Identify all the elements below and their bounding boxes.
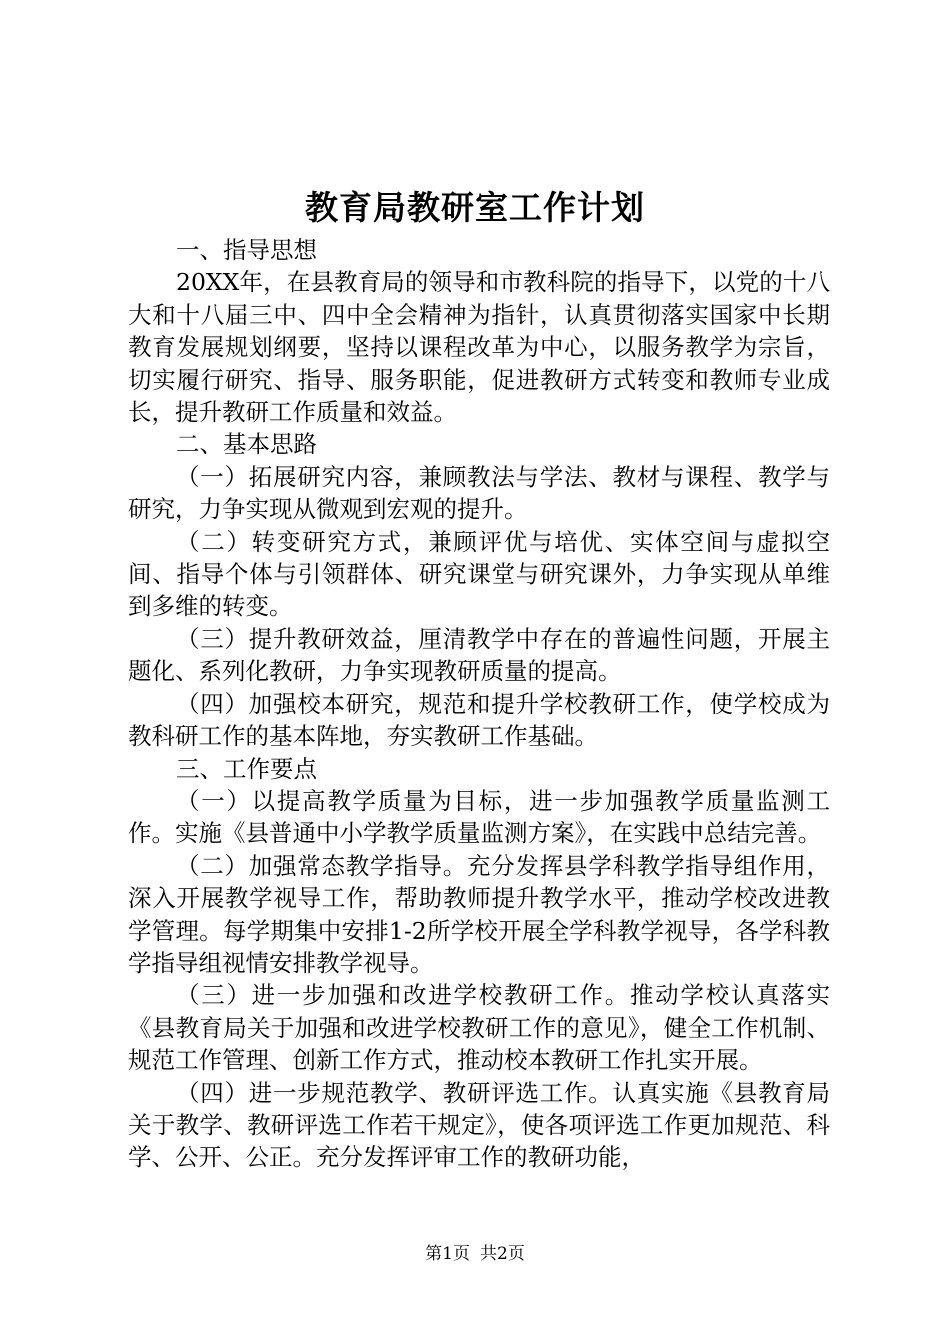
- paragraph: （三）进一步加强和改进学校教研工作。推动学校认真落实《县教育局关于加强和改进学校教研工作的意见》，健全工作机制、规范工作管理、创新工作方式，推动校本教研工作扎实开展。: [128, 981, 830, 1075]
- paragraph: （四）进一步规范教学、教研评选工作。认真实施《县教育局关于教学、教研评选工作若干规定》，使各项评选工作更加规范、科学、公开、公正。充分发挥评审工作的教研功能，: [128, 1078, 830, 1172]
- document-title: 教育局教研室工作计划: [305, 188, 645, 227]
- paragraph: （二）加强常态教学指导。充分发挥县学科教学指导组作用，深入开展教学视导工作，帮助教师提升教学水平，推动学校改进教学管理。每学期集中安排1-2所学校开展全学科教学视导，各学科教学指导组视情安排教学视导。: [128, 851, 830, 977]
- paragraph: （一）拓展研究内容，兼顾教法与学法、教材与课程、教学与研究，力争实现从微观到宏观的提升。: [128, 462, 830, 524]
- paragraph: （四）加强校本研究，规范和提升学校教研工作，使学校成为教科研工作的基本阵地，夯实教研工作基础。: [128, 689, 830, 751]
- page-number: 第1页: [425, 1244, 470, 1264]
- paragraph: 20XX年，在县教育局的领导和市教科院的指导下，以党的十八大和十八届三中、四中全会精神为指针，认真贯彻落实国家中长期教育发展规划纲要，坚持以课程改革为中心，以服务教学为宗旨，切实履行研究、指导、服务职能，促进教研方式转变和教师专业成长，提升教研工作质量和效益。: [128, 268, 830, 427]
- paragraph: （二）转变研究方式，兼顾评优与培优、实体空间与虚拟空间、指导个体与引领群体、研究课堂与研究课外，力争实现从单维到多维的转变。: [128, 527, 830, 621]
- paragraph: （三）提升教研效益，厘清教学中存在的普遍性问题，开展主题化、系列化教研，力争实现教研质量的提高。: [128, 624, 830, 686]
- section-heading: 二、基本思路: [176, 430, 317, 459]
- section-heading: 三、工作要点: [176, 754, 317, 783]
- document-body: [128, 234, 830, 1174]
- section-heading: 一、指导思想: [176, 236, 317, 264]
- paragraph: （一）以提高教学质量为目标，进一步加强教学质量监测工作。实施《县普通中小学教学质量监测方案》，在实践中总结完善。: [128, 786, 830, 848]
- page-footer: [0, 1242, 950, 1266]
- page-total: 共2页: [480, 1244, 525, 1264]
